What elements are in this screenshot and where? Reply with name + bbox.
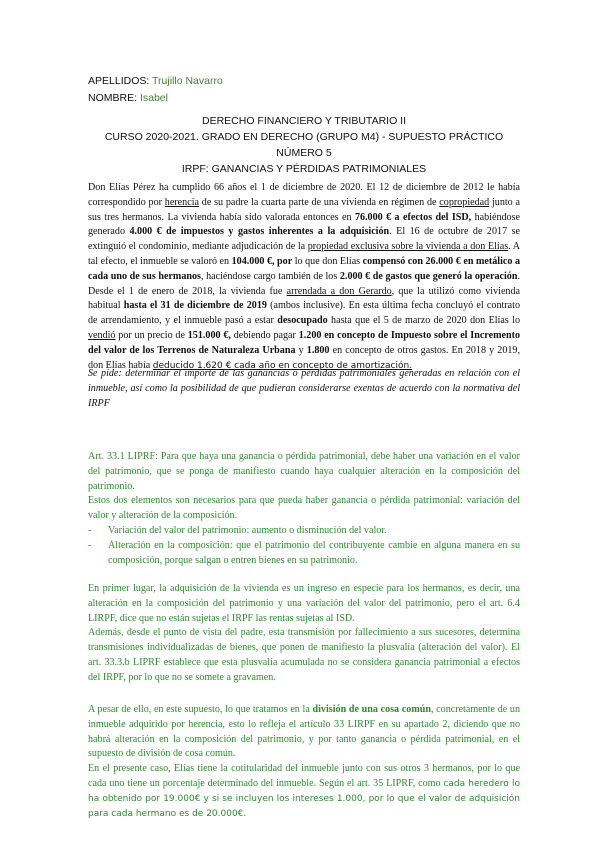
surname-line — [88, 73, 223, 90]
answer-paragraph: En el presente caso, Elías tiene la cotitularidad del inmueble junto con sus otros 3 hermanos, por lo que cada uno tiene un porcentaje determinado del inmueble. Según el art. 35 LIPRF, como cada heredero lo ha obtenido por 19.000€ y si se incluyen los intereses 1.000, por lo que el valor de adquisición para cada hermano es de 20.000€. — [88, 763, 520, 819]
name-label: NOMBRE: — [88, 92, 138, 104]
answer-block-2 — [88, 582, 520, 686]
answer-paragraph: Además, desde el punto de vista del padre, esta transmisión por fallecimiento a sus sucesores, determina transmisiones individualizadas de bienes, que ponen de manifiesto la plusvalía (alteración del valor). El art. 33.3.b LIPRF establece que esta plusvalía acumulada no se considera ganancia patrimonial a efectos del IRPF, por lo que no se somete a gravamen. — [88, 627, 520, 683]
answer-block-3 — [88, 703, 520, 821]
question-text: Se pide: determinar el importe de las ganancias o pérdidas patrimoniales generadas en relación con el inmueble, así como la posibilidad de que pudieran considerarse exentas de acuerdo con la normativa del IRPF — [88, 368, 520, 409]
name-line — [88, 90, 223, 107]
title-course: CURSO 2020-2021. GRADO EN DERECHO (GRUPO M4) - SUPUESTO PRÁCTICO — [104, 131, 504, 143]
answer-paragraph: En primer lugar, la adquisición de la vivienda es un ingreso en especie para los hermanos, es decir, una alteración en la composición del patrimonio y una variación del valor del patrimonio, pero el art. 6.4 LIRPF, dice que no están sujetas el IRPF las rentas sujetas al ISD. — [88, 583, 520, 624]
answer-paragraph: Art. 33.1 LIPRF: Para que haya una ganancia o pérdida patrimonial, debe haber una variación en el valor del patrimonio, que se ponga de manifiesto cuando haya cualquier alteración en la composición del patrimonio. — [88, 451, 520, 492]
bullet-item: - Alteración en la composición: que el patrimonio del contribuyente cambie en alguna manera en su composición, porque salgan o entren bienes en su patrimonio. — [88, 539, 520, 566]
document-titles — [88, 113, 520, 177]
answer-paragraph: A pesar de ello, en este supuesto, lo que tratamos en la división de una cosa común, concretamente de un inmueble adquirido por herencia, esto lo refleja el artículo 33 LIRPF en su apartado 2, diciendo que no habrá alteración en la composición del patrimonio, y por tanto ganancia o pérdida patrimonial, en el supuesto de división de cosa común. — [88, 704, 520, 760]
title-number: NÚMERO 5 — [276, 147, 332, 159]
student-header — [88, 73, 223, 107]
title-subject: DERECHO FINANCIERO Y TRIBUTARIO II — [201, 115, 406, 127]
answer-block-1 — [88, 450, 520, 568]
answer-paragraph: Estos dos elementos son necesarios para que pueda haber ganancia o pérdida patrimonial: variación del valor y alteración de la composición. — [88, 495, 520, 522]
surname-label: APELLIDOS: — [88, 75, 150, 87]
bullet-item: - Variación del valor del patrimonio: aumento o disminución del valor. — [88, 524, 387, 536]
case-statement: Don Elías Pérez ha cumplido 66 años el 1 de diciembre de 2020. El 12 de diciembre de 2012 le había correspondido por herencia de su padre la cuarta parte de una vivienda en régimen de copropiedad junto a sus tres hermanos. La vivienda había sido valorada entonces en 76.000 € a efectos del ISD, habiéndose generado 4.000 € de impuestos y gastos inherentes a la adquisición. El 16 de octubre de 2017 se extinguió el condominio, mediante adjudicación de la propiedad exclusiva sobre la vivienda a don Elías. A tal efecto, el inmueble se valoró en 104.000 €, por lo que don Elías compensó con 26.000 € en metálico a cada uno de sus hermanos, haciéndose cargo también de los 2.000 € de gastos que generó la operación. Desde el 1 de enero de 2018, la vivienda fue arrendada a don Gerardo, que la utilizó como vivienda habitual hasta el 31 de diciembre de 2019 (ambos inclusive). En esta última fecha concluyó el contrato de arrendamiento, y el inmueble pasó a estar desocupado hasta que el 5 de marzo de 2020 don Elías lo vendió por un precio de 151.000 €, debiendo pagar 1.200 en concepto de Impuesto sobre el Incremento del valor de los Terrenos de Naturaleza Urbana y 1.800 en concepto de otros gastos. En 2018 y 2019, don Elías había deducido 1.620 € cada año en concepto de amortización. — [88, 182, 521, 371]
title-topic: IRPF: GANANCIAS Y PÉRDIDAS PATRIMONIALES — [181, 163, 427, 175]
name-value: Isabel — [139, 92, 168, 104]
surname-value: Trujillo Navarro — [152, 75, 223, 87]
